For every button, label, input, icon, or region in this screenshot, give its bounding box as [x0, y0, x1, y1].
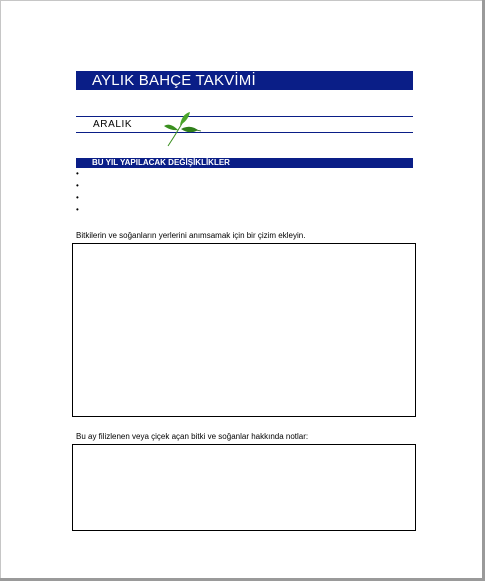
title-bar	[76, 71, 413, 90]
list-item: •	[76, 205, 79, 214]
list-item: •	[76, 169, 79, 178]
notes-prompt: Bu ay filizlenen veya çiçek açan bitki ve soğanlar hakkında notlar:	[76, 432, 309, 441]
page-edge-left	[0, 0, 1, 581]
sketch-prompt: Bitkilerin ve soğanların yerlerini anımsamak için bir çizim ekleyin.	[76, 231, 306, 240]
page-edge-top	[0, 0, 485, 1]
notes-box[interactable]	[72, 444, 416, 531]
month-rule-top	[76, 116, 413, 117]
list-item: •	[76, 181, 79, 190]
sketch-box[interactable]	[72, 243, 416, 417]
month-rule-bottom	[76, 132, 413, 133]
changes-heading: BU YIL YAPILACAK DEĞİŞİKLİKLER	[92, 158, 230, 167]
list-item: •	[76, 193, 79, 202]
changes-heading-bar	[76, 158, 413, 168]
page-title: AYLIK BAHÇE TAKVİMİ	[92, 72, 256, 89]
leaf-sprig-icon	[160, 110, 202, 148]
month-label: ARALIK	[93, 119, 133, 130]
